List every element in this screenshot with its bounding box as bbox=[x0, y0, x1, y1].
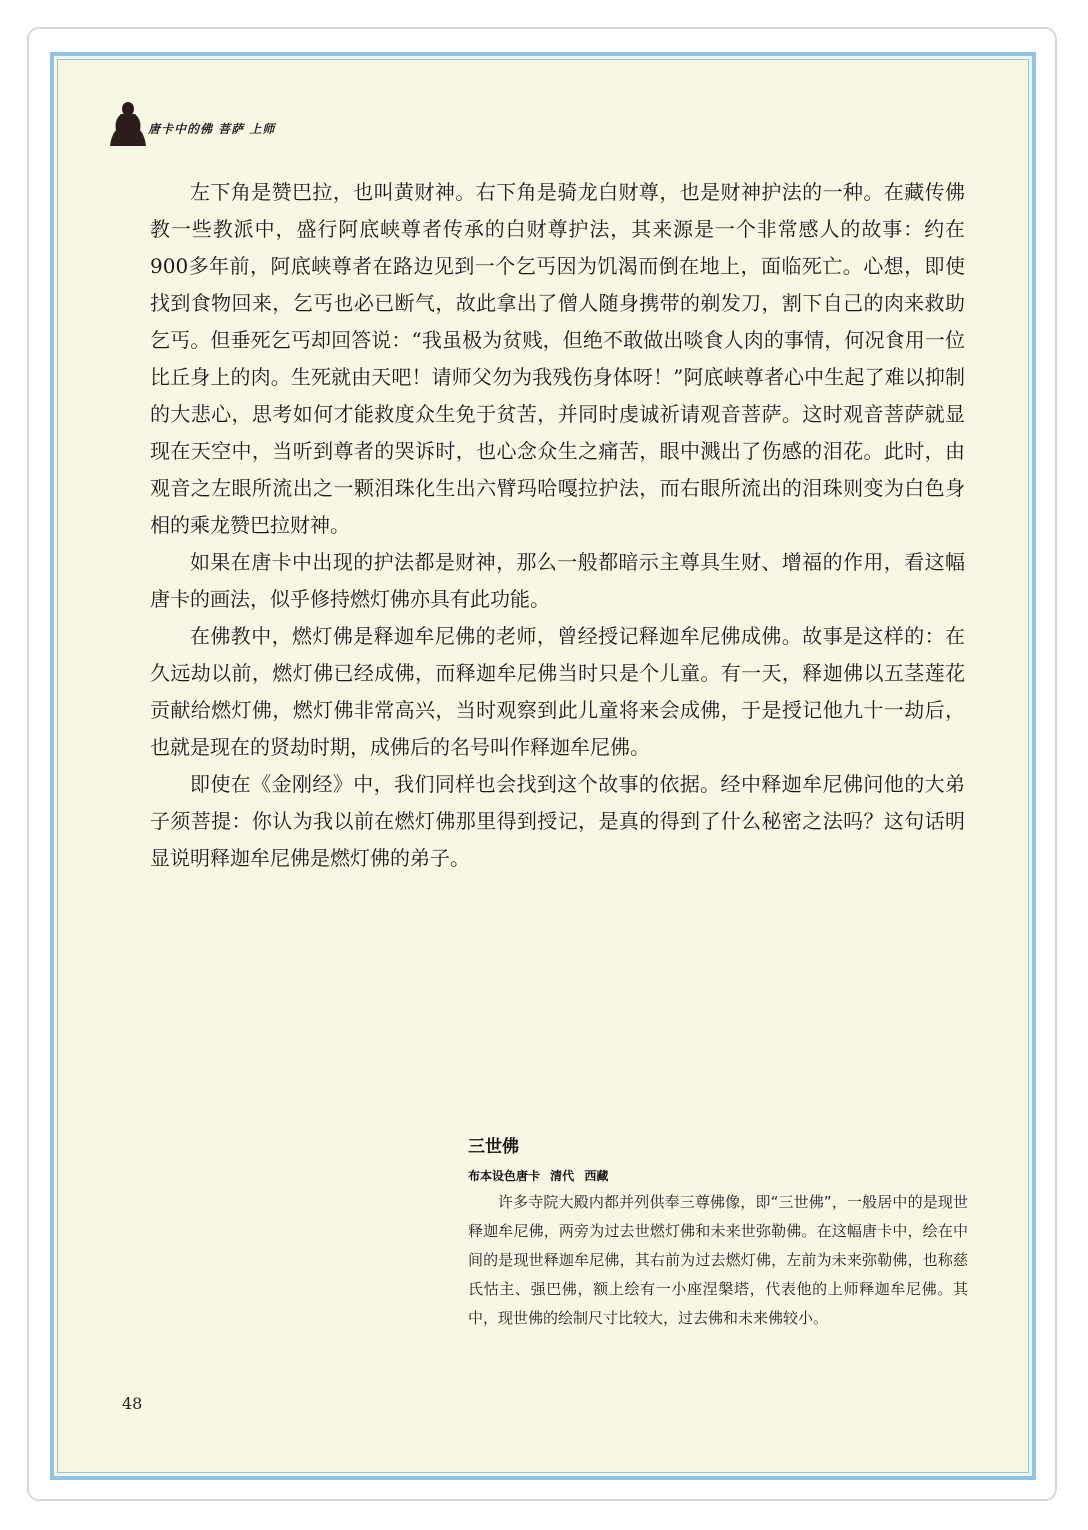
paragraph: 左下角是赞巴拉，也叫黄财神。右下角是骑龙白财尊，也是财神护法的一种。在藏传佛教一些教派中，盛行阿底峡尊者传承的白财尊护法，其来源是一个非常感人的故事：约在900多年前，阿底峡尊者在路边见到一个乞丐因为饥渴而倒在地上，面临死亡。心想，即使找到食物回来，乞丐也必已断气，故此拿出了僧人随身携带的剃发刀，割下自己的肉来救助乞丐。但垂死乞丐却回答说：“我虽极为贫贱，但绝不敢做出啖食人肉的事情，何况食用一位比丘身上的肉。生死就由天吧！请师父勿为我残伤身体呀！”阿底峡尊者心中生起了难以抑制的大悲心，思考如何才能救度众生免于贫苦，并同时虔诚祈请观音菩萨。这时观音菩萨就显现在天空中，当听到尊者的哭诉时，也心念众生之痛苦，眼中溅出了伤感的泪花。此时，由观音之左眼所流出之一颗泪珠化生出六臂玛哈嘎拉护法，而右眼所流出的泪珠则变为白色身相的乘龙赞巴拉财神。 bbox=[150, 180, 965, 537]
caption-subtitle: 布本设色唐卡 清代 西藏 bbox=[468, 1169, 609, 1183]
image-caption bbox=[468, 1132, 968, 1333]
main-text bbox=[150, 174, 965, 877]
paragraph: 在佛教中，燃灯佛是释迦牟尼佛的老师，曾经授记释迦牟尼佛成佛。故事是这样的：在久远劫以前，燃灯佛已经成佛，而释迦牟尼佛当时只是个儿童。有一天，释迦佛以五茎莲花贡献给燃灯佛，燃灯佛非常高兴，当时观察到此儿童将来会成佛，于是授记他九十一劫后，也就是现在的贤劫时期，成佛后的名号叫作释迦牟尼佛。 bbox=[150, 624, 965, 759]
paragraph: 即使在《金刚经》中，我们同样也会找到这个故事的依据。经中释迦牟尼佛问他的大弟子须菩提：你认为我以前在燃灯佛那里得到授记，是真的得到了什么秘密之法吗？这句话明显说明释迦牟尼佛是燃灯佛的弟子。 bbox=[150, 772, 965, 870]
page bbox=[50, 52, 1036, 1480]
caption-text: 许多寺院大殿内都并列供奉三尊佛像，即“三世佛”，一般居中的是现世释迦牟尼佛，两旁为过去世燃灯佛和未来世弥勒佛。在这幅唐卡中，绘在中间的是现世释迦牟尼佛，其右前为过去燃灯佛，左前为未来弥勒佛，也称慈氏怙主、强巴佛，额上绘有一小座涅槃塔，代表他的上师释迦牟尼佛。其中，现世佛的绘制尺寸比较大，过去佛和未来佛较小。 bbox=[468, 1193, 968, 1327]
caption-title: 三世佛 bbox=[468, 1137, 519, 1157]
page-number: 48 bbox=[122, 1394, 143, 1413]
paragraph: 如果在唐卡中出现的护法都是财神，那么一般都暗示主尊具生财、增福的作用，看这幅唐卡的画法，似乎修持燃灯佛亦具有此功能。 bbox=[150, 550, 965, 611]
header-title: 唐卡中的佛 菩萨 上师 bbox=[148, 122, 276, 136]
buddha-silhouette-icon bbox=[108, 100, 148, 148]
